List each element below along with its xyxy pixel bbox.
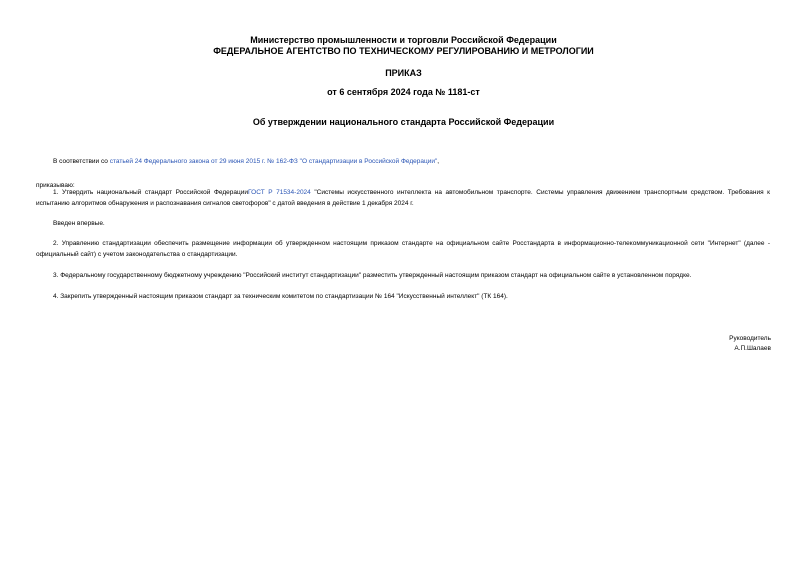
order-date: от 6 сентября 2024 года № 1181-ст xyxy=(327,87,480,97)
item-4-paragraph: 4. Закрепить утвержденный настоящим приказом стандарт за техническим комитетом по стандартизации № 164 "Искусственный интеллект" (ТК 164). xyxy=(53,293,508,300)
agency-name: ФЕДЕРАЛЬНОЕ АГЕНТСТВО ПО ТЕХНИЧЕСКОМУ РЕГУЛИРОВАНИЮ И МЕТРОЛОГИИ xyxy=(213,46,594,56)
order-title: Об утверждении национального стандарта Российской Федерации xyxy=(252,117,555,127)
signature-name: А.П.Шалаев xyxy=(734,345,771,352)
decree-word: приказываю: xyxy=(36,182,75,189)
intro-suffix: , xyxy=(437,158,440,165)
gost-standard-link[interactable]: ГОСТ Р 71534-2024 xyxy=(248,189,311,196)
item-2-paragraph: 2. Управлению стандартизации обеспечить размещение информации об утвержденном настоящим приказом стандарте на официальном сайте Росстандарта в информационно-телекоммуникационной сети "Интернет" (далее - официальный сайт) с учетом законодательства о стандартизации. xyxy=(36,240,770,258)
ministry-name: Министерство промышленности и торговли Российской Федерации xyxy=(250,35,557,45)
item-1-prefix: 1. Утвердить национальный стандарт Российской Федерации xyxy=(53,189,249,196)
item-1-paragraph xyxy=(36,187,770,209)
item-1-suffix: "Системы искусственного интеллекта на автомобильном транспорте. Системы управления движением транспортным средством. Требования к испытанию алгоритмов обнаружения и распознавания сигналов светофоров" с датой введения в действие 1 декабря 2024 г. xyxy=(36,189,770,207)
introduced-first-note: Введен впервые. xyxy=(53,220,105,227)
intro-paragraph xyxy=(36,156,770,167)
federal-law-link[interactable]: статьей 24 Федерального закона от 29 июня 2015 г. № 162-ФЗ "О стандартизации в Российской Федерации" xyxy=(109,158,438,165)
item-3-paragraph: 3. Федеральному государственному бюджетному учреждению "Российский институт стандартизации" разместить утвержденный настоящим приказом стандарт на официальном сайте в установленном порядке. xyxy=(53,272,692,279)
signature-title: Руководитель xyxy=(729,335,771,342)
order-label: ПРИКАЗ xyxy=(385,68,422,78)
intro-prefix: В соответствии со xyxy=(53,158,110,165)
